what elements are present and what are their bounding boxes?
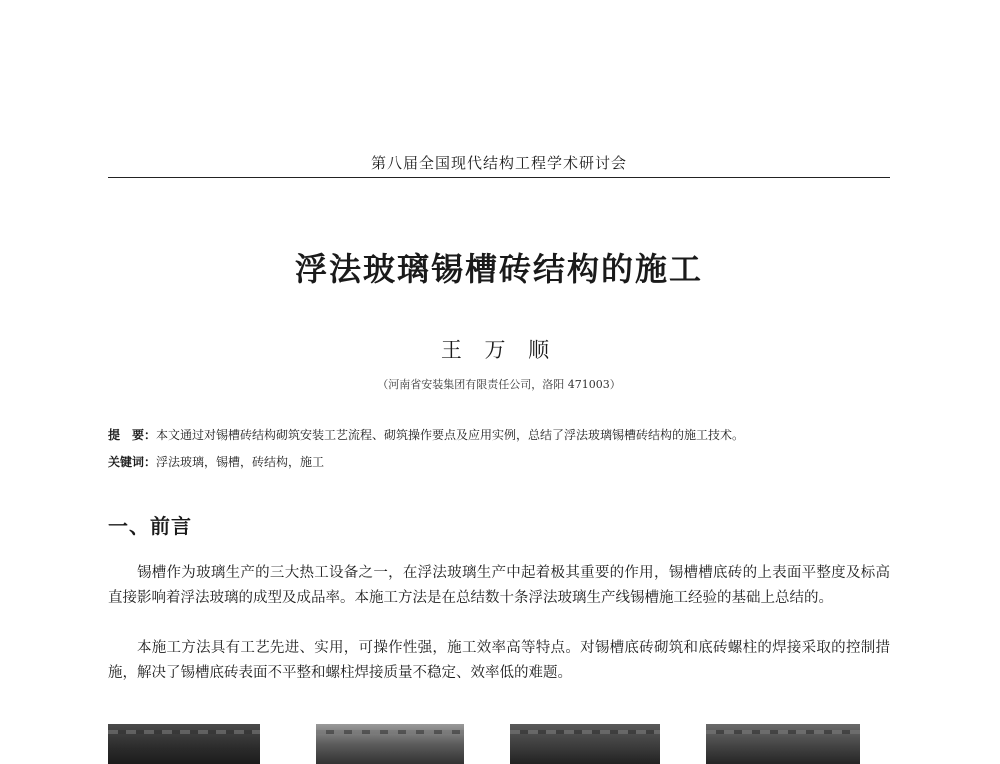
abstract-text: 本文通过对锡槽砖结构砌筑安装工艺流程、砌筑操作要点及应用实例，总结了浮法玻璃锡槽砖结构的施工技术。 <box>156 428 745 442</box>
construction-photo <box>316 724 464 764</box>
author-affiliation: （河南省安装集团有限责任公司，洛阳 471003） <box>377 378 621 391</box>
section-heading: 一、前言 <box>108 514 192 538</box>
keywords-text: 浮法玻璃，锡槽，砖结构，施工 <box>156 455 325 469</box>
body-paragraph: 本施工方法具有工艺先进、实用，可操作性强，施工效率高等特点。对锡槽底砖砌筑和底砖螺柱的焊接采取的控制措施，解决了锡槽底砖表面不平整和螺柱焊接质量不稳定、效率低的难题。 <box>108 640 890 681</box>
construction-photo <box>510 724 660 764</box>
author-name: 王 万 顺 <box>440 338 558 362</box>
keywords-label: 关键词： <box>108 455 157 469</box>
body-paragraph: 锡槽作为玻璃生产的三大热工设备之一，在浮法玻璃生产中起着极其重要的作用，锡槽槽底砖的上表面平整度及标高直接影响着浮法玻璃的成型及成品率。本施工方法是在总结数十条浮法玻璃生产线锡槽施工经验的基础上总结的。 <box>108 565 890 606</box>
header-rule <box>108 177 890 178</box>
abstract-label: 提 要： <box>108 428 157 442</box>
keywords <box>108 454 890 470</box>
paper-title: 浮法玻璃锡槽砖结构的施工 <box>294 250 703 288</box>
construction-photo <box>108 724 260 764</box>
abstract <box>108 427 890 443</box>
conference-header: 第八届全国现代结构工程学术研讨会 <box>370 154 627 172</box>
construction-photo <box>706 724 860 764</box>
